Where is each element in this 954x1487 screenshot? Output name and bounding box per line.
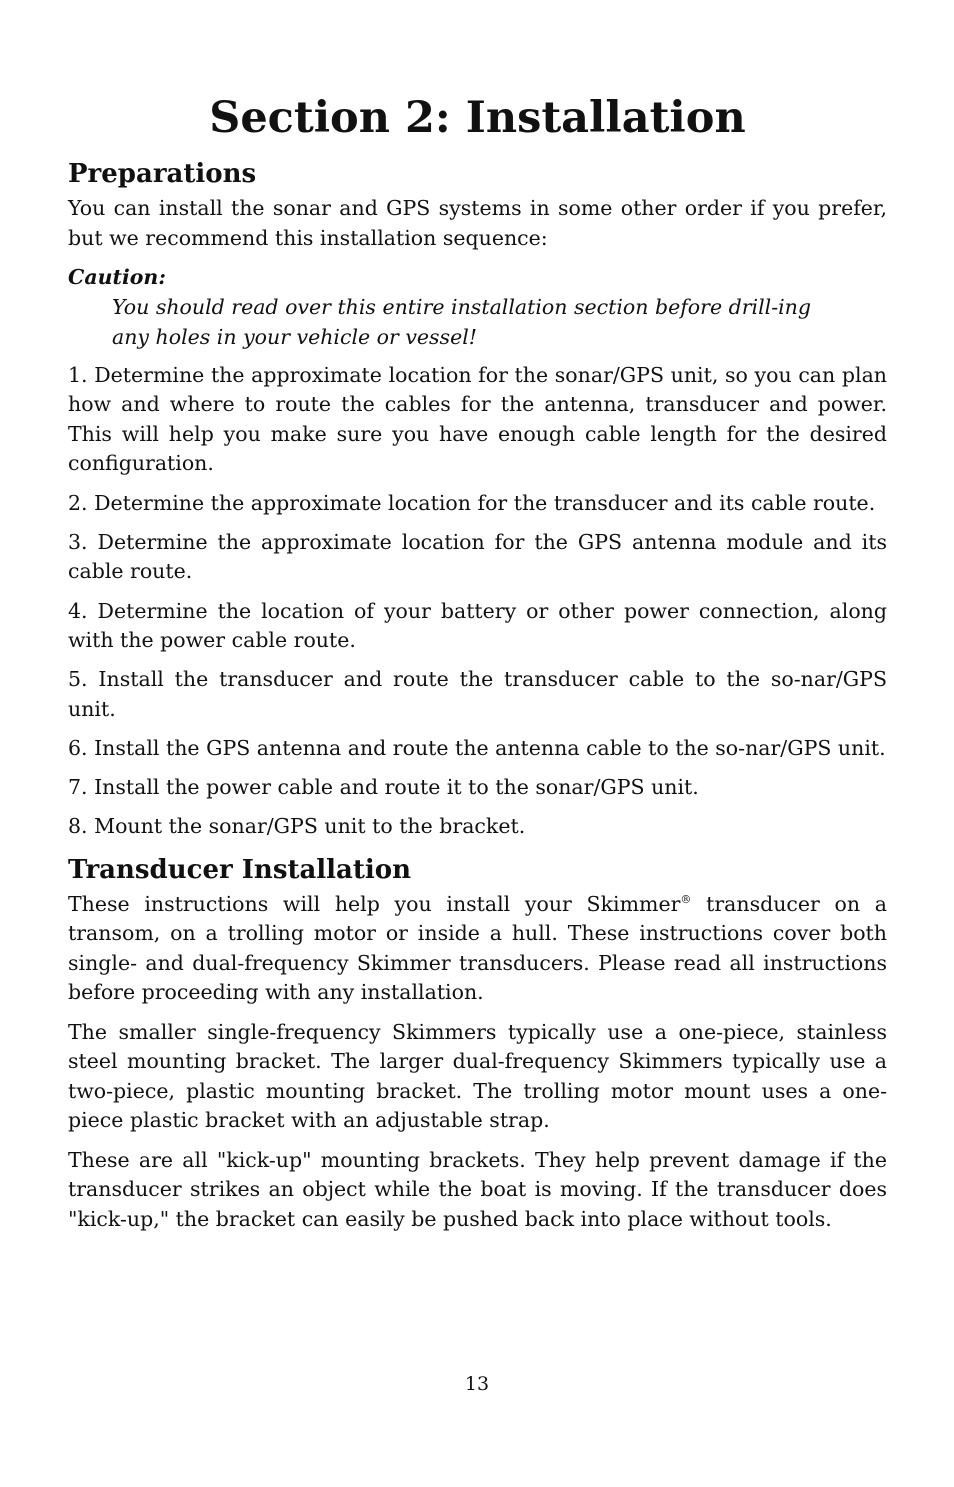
preparations-heading: Preparations: [68, 159, 257, 189]
transducer-paragraph-2: The smaller single-frequency Skimmers typically use a one-piece, stainless steel mounting bracket. The larger dual-frequency Skimmers typically use a two-piece, plastic mounting bracket. The trolling motor mount uses a one-piece plastic bracket with an adjustable strap.: [68, 1019, 887, 1133]
caution-text: You should read over this entire installation section before drill-ing any holes in your vehicle or vessel!: [112, 295, 812, 349]
step-4: 4. Determine the location of your battery or other power connection, along with the power cable route.: [68, 598, 887, 653]
step-2: 2. Determine the approximate location for the transducer and its cable route.: [68, 490, 876, 515]
step-5: 5. Install the transducer and route the transducer cable to the so-nar/GPS unit.: [68, 667, 887, 721]
transducer-paragraph-1: [68, 890, 887, 1008]
step-1: 1. Determine the approximate location for the sonar/GPS unit, so you can plan how and where to route the cables for the antenna, transducer and power. This will help you make sure you have enough cable length for the desired configuration.: [68, 362, 887, 476]
page-number: 13: [464, 1373, 490, 1395]
transducer-heading: Transducer Installation: [68, 854, 412, 885]
section-title: Section 2: Installation: [209, 93, 746, 143]
caution-label: Caution:: [68, 264, 166, 289]
transducer-p1-start: These instructions will help you install your Skimmer: [68, 891, 681, 916]
transducer-p1-end: transducer on a transom, on a trolling motor or inside a hull. These instructions cover both single- and dual-frequency Skimmer transducers. Please read all instructions before proceeding with any installation.: [68, 891, 887, 1005]
page-content: [68, 156, 887, 1244]
registered-mark: ®: [680, 892, 692, 906]
step-3: 3. Determine the approximate location for the GPS antenna module and its cable route.: [68, 529, 887, 584]
step-8: 8. Mount the sonar/GPS unit to the bracket.: [68, 814, 526, 839]
preparations-intro: You can install the sonar and GPS systems in some other order if you prefer, but we recommend this installation sequence:: [68, 196, 887, 250]
step-7: 7. Install the power cable and route it to the sonar/GPS unit.: [68, 775, 699, 800]
transducer-paragraph-3: These are all "kick-up" mounting brackets. They help prevent damage if the transducer strikes an object while the boat is moving. If the transducer does "kick-up," the bracket can easily be pushed back into place without tools.: [68, 1147, 887, 1231]
step-6: 6. Install the GPS antenna and route the antenna cable to the so-nar/GPS unit.: [68, 736, 886, 761]
